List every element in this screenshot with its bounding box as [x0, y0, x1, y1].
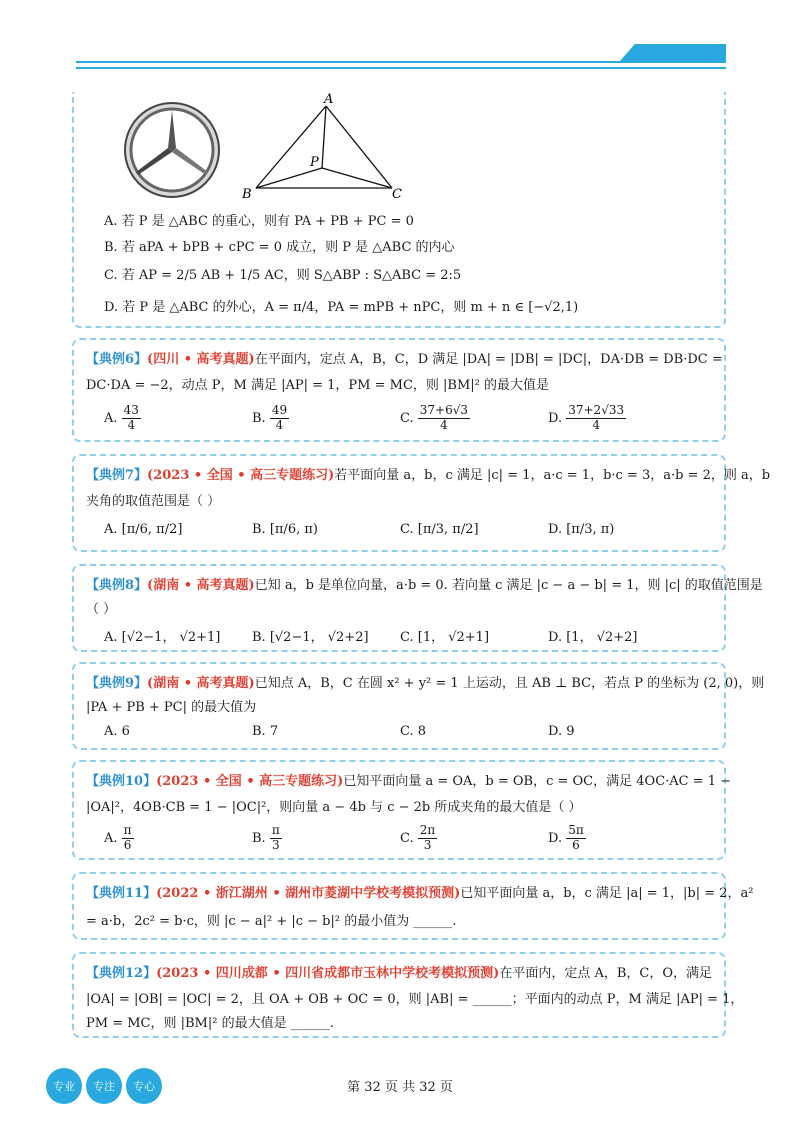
triangle-figure: [242, 92, 422, 202]
example-label: 【典例12】: [86, 966, 157, 981]
example-text: 在平面内，定点 A，B，C，D 满足 |DA| = |DB| = |DC|，DA·DB = DB·DC =: [254, 352, 723, 367]
example-9-box: [72, 662, 765, 750]
option-c: C. [1， √2+1]: [400, 630, 490, 645]
label-p: P: [310, 155, 319, 170]
example-text: 已知 a，b 是单位向量，a·b = 0. 若向量 c 满足 |c − a − b| = 1，则 |c| 的取值范围是: [254, 578, 763, 593]
label-c: C: [392, 187, 402, 202]
example-source: (四川 • 高考真题): [147, 352, 255, 367]
header-rule-2: [76, 67, 726, 69]
example-6-line-2: DC·DA = −2，动点 P，M 满足 |AP| = 1，PM = MC，则 |BM|² 的最大值是: [86, 378, 549, 393]
option-b: B. 若 aPA + bPB + cPC = 0 成立，则 P 是 △ABC 的内心: [104, 240, 455, 255]
example-12-line-1: [86, 962, 716, 981]
footer-badge-3: 专心: [126, 1068, 162, 1104]
option-b: B. 7: [252, 724, 279, 739]
option-c: C. [π/3, π/2]: [400, 522, 479, 537]
example-text: 已知点 A，B，C 在圆 x² + y² = 1 上运动，且 AB ⊥ BC，若点 P 的坐标为 (2, 0)，则: [254, 676, 765, 691]
example-7-line-1: [86, 464, 771, 483]
label-a: A: [324, 92, 334, 107]
example-6-line-1: [86, 348, 723, 367]
example-10-box: [72, 760, 732, 860]
example-source: (2022 • 浙江湖州 • 湖州市菱湖中学校考模拟预测): [156, 886, 461, 901]
example-label: 【典例7】: [86, 468, 148, 483]
option-a: A. 6: [104, 724, 130, 739]
example-8-line-1: [86, 574, 763, 593]
option-d: D. [1， √2+2]: [548, 630, 638, 645]
header-tab: [620, 44, 726, 61]
option-b: B. [π/6, π): [252, 522, 318, 537]
example-8-line-2: （ ）: [86, 602, 117, 617]
footer-badge-2: 专注: [86, 1068, 122, 1104]
example-source: (2023 • 全国 • 高三专题练习): [147, 468, 335, 483]
example-label: 【典例10】: [86, 774, 157, 789]
option-a: A. 若 P 是 △ABC 的重心，则有 PA + PB + PC = 0: [104, 214, 414, 229]
option-c: C. $\frac{2\pi}{3}$: [400, 823, 436, 852]
option-a: A. $\frac{\pi}{6}$: [104, 823, 132, 852]
example-source: (2023 • 四川成都 • 四川省成都市玉林中学校考模拟预测): [156, 966, 500, 981]
example-label: 【典例11】: [86, 886, 157, 901]
option-d: D. 9: [548, 724, 575, 739]
example-11-box: [72, 872, 754, 940]
label-b: B: [242, 187, 252, 202]
page-number: 第 32 页 共 32 页: [347, 1080, 453, 1095]
option-a: A. [√2−1， √2+1]: [104, 630, 221, 645]
example-11-line-2: = a·b，2c² = b·c，则 |c − a|² + |c − b|² 的最小值为 ______.: [86, 914, 457, 929]
example-text: 已知平面向量 a，b，c 满足 |a| = 1，|b| = 2，a²: [460, 886, 754, 901]
option-a: A. [π/6, π/2]: [104, 522, 183, 537]
example-text: 已知平面向量 a = OA，b = OB，c = OC，满足 4OC·AC = 1 −: [343, 774, 732, 789]
example-12-line-2: |OA| = |OB| = |OC| = 2，且 OA + OB + OC = 0，则 |AB| = ______；平面内的动点 P，M 满足 |AP| = 1，: [86, 992, 744, 1007]
example-10-line-1: [86, 770, 732, 789]
example-label: 【典例6】: [86, 352, 148, 367]
option-c: C. $\frac{37+6√3}{4}$: [400, 403, 469, 432]
example-9-line-2: |PA + PB + PC| 的最大值为: [86, 700, 257, 715]
example-label: 【典例8】: [86, 578, 148, 593]
example-12-box: [72, 952, 744, 1038]
option-d: D. 若 P 是 △ABC 的外心，A = π/4，PA = mPB + nPC，则 m + n ∈ [−√2,1): [104, 300, 579, 315]
example-text: 在平面内，定点 A，B，C，O，满足: [499, 966, 712, 981]
example-source: (湖南 • 高考真题): [147, 578, 255, 593]
example-9-line-1: [86, 672, 765, 691]
option-d: D. [π/3, π): [548, 522, 615, 537]
option-c: C. 若 AP = 2/5 AB + 1/5 AC，则 S△ABP : S△ABC = 2:5: [104, 268, 462, 283]
mercedes-logo-figure: [122, 100, 222, 200]
example-7-line-2: 夹角的取值范围是（ ）: [86, 494, 221, 509]
example-text: 若平面向量 a，b，c 满足 |c| = 1，a·c = 1，b·c = 3，a·b = 2，则 a，b: [334, 468, 771, 483]
example-11-line-1: [86, 882, 754, 901]
example-7-box: [72, 454, 771, 552]
example-10-line-2: |OA|²，4OB·CB = 1 − |OC|²，则向量 a − 4b 与 c − 2b 所成夹角的最大值是（ ）: [86, 800, 582, 815]
option-b: B. $\frac{49}{4}$: [252, 403, 288, 432]
question-5-box: [72, 92, 726, 328]
option-c: C. 8: [400, 724, 427, 739]
footer-badge-1: 专业: [46, 1068, 82, 1104]
option-a: A. $\frac{43}{4}$: [104, 403, 139, 432]
example-12-line-3: PM = MC，则 |BM|² 的最大值是 ______.: [86, 1016, 334, 1031]
header-rule: [76, 61, 726, 63]
example-source: (2023 • 全国 • 高三专题练习): [156, 774, 344, 789]
example-6-box: [72, 338, 726, 442]
example-label: 【典例9】: [86, 676, 148, 691]
option-b: B. $\frac{\pi}{3}$: [252, 823, 280, 852]
example-source: (湖南 • 高考真题): [147, 676, 255, 691]
example-8-box: [72, 564, 763, 652]
option-d: D. $\frac{5\pi}{6}$: [548, 823, 584, 852]
option-d: D. $\frac{37+2√33}{4}$: [548, 403, 625, 432]
option-b: B. [√2−1， √2+2]: [252, 630, 369, 645]
